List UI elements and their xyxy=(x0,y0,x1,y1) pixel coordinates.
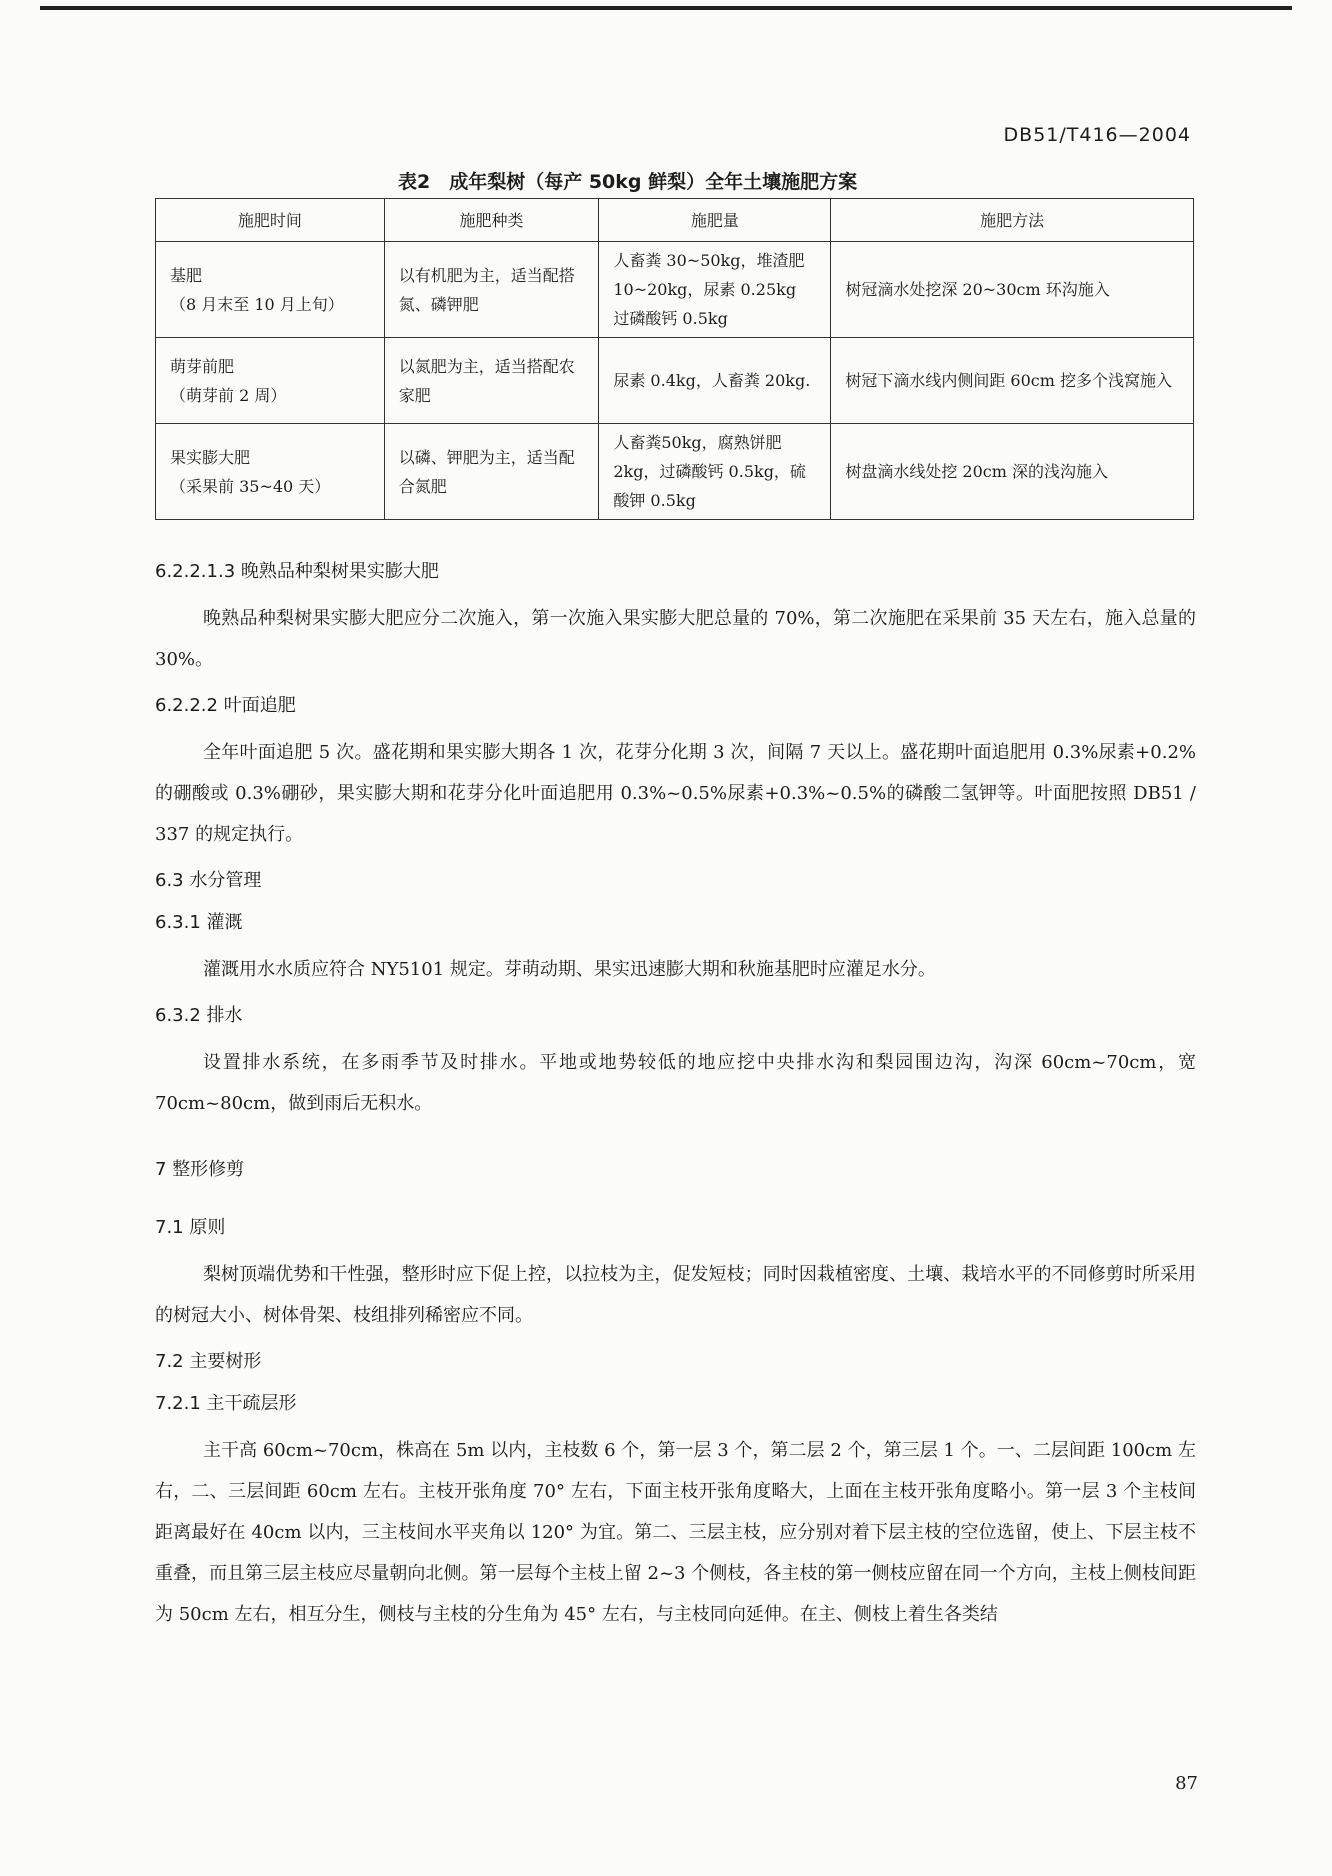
time-range: （8 月末至 10 月上旬） xyxy=(170,294,344,314)
time-range: （采果前 35~40 天） xyxy=(170,476,331,496)
cell-time xyxy=(156,242,385,338)
paragraph-6-3-2: 设置排水系统，在多雨季节及时排水。平地或地势较低的地应挖中央排水沟和梨园围边沟，沟深 60cm~70cm，宽 70cm~80cm，做到雨后无积水。 xyxy=(155,1052,1196,1114)
column-header-type: 施肥种类 xyxy=(384,199,599,242)
cell-type: 以氮肥为主，适当搭配农家肥 xyxy=(384,338,599,424)
time-name: 基肥 xyxy=(170,265,203,285)
table-row xyxy=(156,424,1194,520)
table-row xyxy=(156,242,1194,338)
paragraph-6-3-1: 灌溉用水水质应符合 NY5101 规定。芽萌动期、果实迅速膨大期和秋施基肥时应灌足水分。 xyxy=(203,959,936,980)
time-name: 果实膨大肥 xyxy=(170,447,251,467)
table-title: 表2 成年梨树（每产 50kg 鲜梨）全年土壤施肥方案 xyxy=(398,171,858,193)
section-heading-7: 7 整形修剪 xyxy=(155,1159,245,1180)
time-name: 萌芽前肥 xyxy=(170,356,235,376)
paragraph-6-2-2-2: 全年叶面追肥 5 次。盛花期和果实膨大期各 1 次，花芽分化期 3 次，间隔 7 天以上。盛花期叶面追肥用 0.3%尿素+0.2%的硼酸或 0.3%硼砂，果实膨大期和花芽分化叶面追肥用 0.3%~0.5%尿素+0.3%~0.5%的磷酸二氢钾等。叶面肥按照 DB51 / 337 的规定执行。 xyxy=(155,742,1196,845)
standard-code: DB51/T416—2004 xyxy=(1003,124,1191,146)
section-heading-6-3-2: 6.3.2 排水 xyxy=(155,1005,243,1026)
cell-method: 树冠滴水处挖深 20~30cm 环沟施入 xyxy=(831,242,1194,338)
time-range: （萌芽前 2 周） xyxy=(170,385,287,405)
section-heading-6-3: 6.3 水分管理 xyxy=(155,870,262,891)
table-row xyxy=(156,338,1194,424)
body-content xyxy=(155,548,1196,1635)
column-header-time: 施肥时间 xyxy=(156,199,385,242)
cell-amount: 人畜粪 30~50kg，堆渣肥 10~20kg，尿素 0.25kg 过磷酸钙 0.5kg xyxy=(599,242,831,338)
cell-method: 树冠下滴水线内侧间距 60cm 挖多个浅窝施入 xyxy=(831,338,1194,424)
cell-type: 以有机肥为主，适当配搭氮、磷钾肥 xyxy=(384,242,599,338)
cell-method: 树盘滴水线处挖 20cm 深的浅沟施入 xyxy=(831,424,1194,520)
top-rule xyxy=(40,6,1292,10)
cell-time xyxy=(156,424,385,520)
table-header-row xyxy=(156,199,1194,242)
cell-time xyxy=(156,338,385,424)
fertilization-table xyxy=(155,198,1194,520)
cell-type: 以磷、钾肥为主，适当配合氮肥 xyxy=(384,424,599,520)
section-heading-7-1: 7.1 原则 xyxy=(155,1217,226,1238)
cell-amount: 人畜粪50kg，腐熟饼肥2kg，过磷酸钙 0.5kg，硫酸钾 0.5kg xyxy=(599,424,831,520)
section-heading-6-3-1: 6.3.1 灌溉 xyxy=(155,912,243,933)
column-header-method: 施肥方法 xyxy=(831,199,1194,242)
paragraph-7-2-1: 主干高 60cm~70cm，株高在 5m 以内，主枝数 6 个，第一层 3 个，第二层 2 个，第三层 1 个。一、二层间距 100cm 左右，二、三层间距 60cm 左右。主枝开张角度 70° 左右，下面主枝开张角度略大，上面在主枝开张角度略小。第一层 3 个主枝间距离最好在 40cm 以内，三主枝间水平夹角以 120° 为宜。第二、三层主枝，应分别对着下层主枝的空位选留，使上、下层主枝不重叠，而且第三层主枝应尽量朝向北侧。第一层每个主枝上留 2~3 个侧枝，各主枝的第一侧枝应留在同一个方向，主枝上侧枝间距为 50cm 左右，相互分生，侧枝与主枝的分生角为 45° 左右，与主枝同向延伸。在主、侧枝上着生各类结 xyxy=(155,1440,1196,1625)
column-header-amount: 施肥量 xyxy=(599,199,831,242)
section-heading-7-2: 7.2 主要树形 xyxy=(155,1351,262,1372)
cell-amount: 尿素 0.4kg，人畜粪 20kg. xyxy=(599,338,831,424)
section-heading-6-2-2-2: 6.2.2.2 叶面追肥 xyxy=(155,695,296,716)
page-number: 87 xyxy=(1175,1773,1198,1794)
paragraph-6-2-2-1-3: 晚熟品种梨树果实膨大肥应分二次施入，第一次施入果实膨大肥总量的 70%，第二次施肥在采果前 35 天左右，施入总量的 30%。 xyxy=(155,608,1196,670)
paragraph-7-1: 梨树顶端优势和干性强，整形时应下促上控，以拉枝为主，促发短枝；同时因栽植密度、土壤、栽培水平的不同修剪时所采用的树冠大小、树体骨架、枝组排列稀密应不同。 xyxy=(155,1264,1196,1326)
section-heading-7-2-1: 7.2.1 主干疏层形 xyxy=(155,1393,297,1414)
section-heading-6-2-2-1-3: 6.2.2.1.3 晚熟品种梨树果实膨大肥 xyxy=(155,561,439,582)
